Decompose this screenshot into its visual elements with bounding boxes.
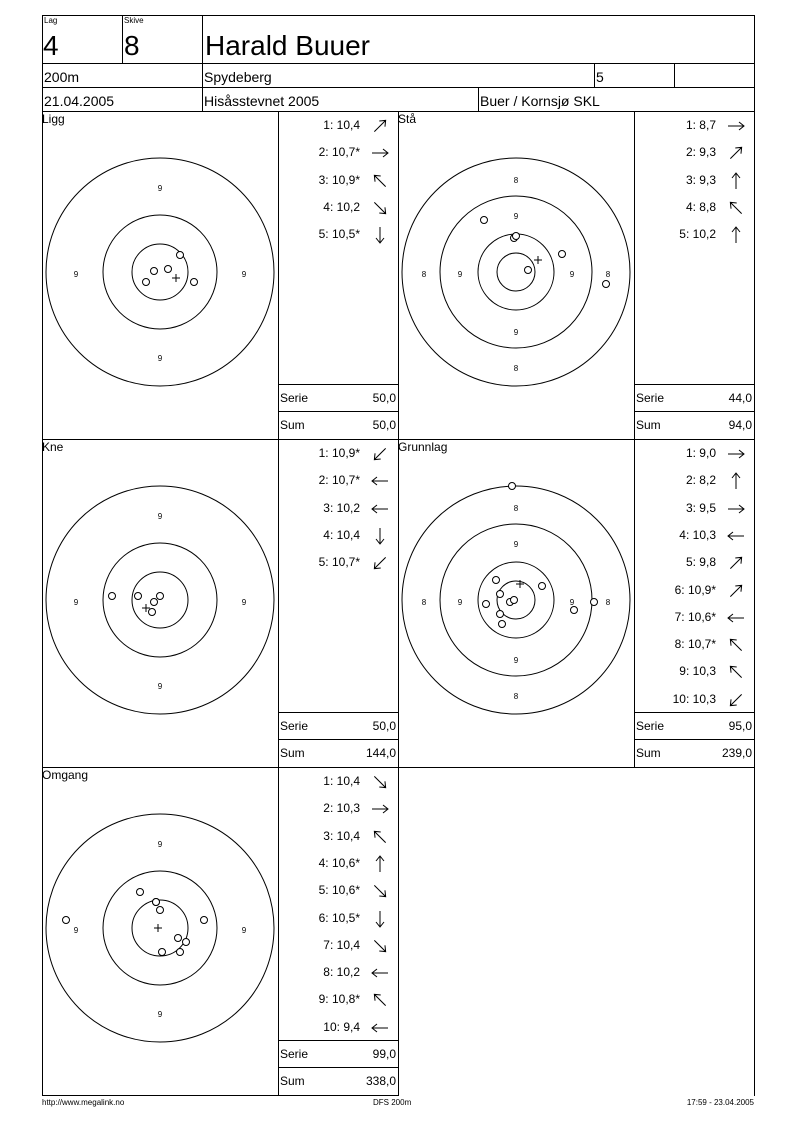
ring-number: 8 (513, 504, 519, 513)
target (42, 767, 278, 1095)
direction-arrow-icon (726, 553, 746, 573)
shot-row (634, 440, 754, 467)
serie-row-value: 44,0 (728, 391, 752, 405)
shot-row (634, 495, 754, 522)
shot-score: 6: 10,5* (318, 910, 360, 925)
shot-row (278, 221, 398, 248)
location: Spydeberg (204, 69, 272, 85)
frame-line (754, 15, 755, 1096)
shot-hole (151, 268, 158, 275)
frame-line (202, 15, 203, 111)
direction-arrow-icon (370, 1018, 390, 1038)
ring-number: 9 (157, 184, 163, 193)
shot-row (634, 549, 754, 576)
direction-arrow-icon (370, 198, 390, 218)
shot-hole (559, 251, 566, 258)
shot-row (278, 139, 398, 166)
direction-arrow-icon (370, 827, 390, 847)
target-figure (42, 767, 278, 1095)
section-title: Stå (398, 112, 417, 126)
shot-hole (481, 217, 488, 224)
frame-line (42, 87, 754, 88)
direction-arrow-icon (726, 635, 746, 655)
shot-hole (497, 591, 504, 598)
direction-arrow-icon (370, 471, 390, 491)
ring-number: 9 (73, 270, 79, 279)
shot-row (278, 850, 398, 877)
sum-row-label: Sum (636, 746, 661, 760)
shot-score: 9: 10,8* (318, 992, 360, 1007)
direction-arrow-icon (726, 499, 746, 519)
serie-row-label: Serie (280, 719, 309, 733)
shot-row (634, 658, 754, 685)
shot-row (278, 877, 398, 904)
shot-score: 1: 10,9* (318, 446, 360, 460)
shot-score: 3: 10,4 (323, 828, 360, 843)
serie-row-label: Serie (636, 719, 665, 733)
shot-row (278, 959, 398, 986)
section-title: Omgang (42, 768, 89, 782)
section-ligg (42, 111, 398, 439)
shot-list (278, 111, 398, 439)
ring-number: 9 (157, 840, 163, 849)
target-figure (42, 439, 278, 767)
sum-row-label: Sum (636, 418, 661, 432)
shot-row (278, 768, 398, 795)
center-cross (534, 256, 542, 264)
shot-row (634, 194, 754, 221)
direction-arrow-icon (726, 444, 746, 464)
direction-arrow-icon (370, 444, 390, 464)
shot-row (278, 905, 398, 932)
serie-row-value: 50,0 (372, 719, 396, 733)
shot-hole (159, 949, 166, 956)
direction-arrow-icon (370, 526, 390, 546)
shot-row (634, 221, 754, 248)
frame-line (122, 15, 123, 63)
direction-arrow-icon (370, 116, 390, 136)
serie-row-label: Serie (280, 1047, 309, 1061)
ring-number: 9 (157, 682, 163, 691)
section-grunnlag (398, 439, 754, 767)
shot-score: 5: 10,2 (679, 227, 716, 242)
shot-score: 3: 9,3 (685, 172, 716, 187)
shot-hole (157, 593, 164, 600)
direction-arrow-icon (726, 526, 746, 546)
shot-score: 7: 10,4 (323, 937, 360, 952)
sum-row (278, 412, 398, 438)
shot-row (278, 467, 398, 494)
shot-row (278, 1014, 398, 1041)
sum-row-value: 94,0 (728, 418, 752, 432)
shot-hole (511, 597, 518, 604)
shot-hole (191, 279, 198, 286)
footer-url: http://www.megalink.no (42, 1098, 125, 1107)
shot-score: 1: 10,4 (323, 774, 360, 788)
direction-arrow-icon (726, 608, 746, 628)
direction-arrow-icon (726, 581, 746, 601)
ring-number: 9 (241, 270, 247, 279)
direction-arrow-icon (370, 553, 390, 573)
target-ring (103, 215, 217, 329)
direction-arrow-icon (370, 499, 390, 519)
sum-row-value: 338,0 (365, 1074, 396, 1088)
direction-arrow-icon (370, 909, 390, 929)
shot-row (278, 795, 398, 822)
shot-row (278, 194, 398, 221)
sum-row (278, 740, 398, 766)
shot-score: 4: 10,4 (323, 527, 360, 542)
shot-row (634, 686, 754, 713)
ring-number: 9 (157, 512, 163, 521)
shot-score: 8: 10,2 (323, 965, 360, 980)
lag-label: Lag (44, 16, 58, 25)
class-value: 5 (596, 69, 604, 85)
target (398, 111, 634, 439)
shot-row (278, 440, 398, 467)
serie-row (278, 1041, 398, 1067)
shot-hole (525, 267, 532, 274)
shot-score: 9: 10,3 (679, 664, 716, 679)
distance: 200m (44, 69, 80, 85)
serie-row (634, 713, 754, 739)
ring-number: 9 (513, 212, 519, 221)
section-title: Kne (42, 440, 64, 454)
shot-score: 5: 10,6* (318, 883, 360, 898)
ring-number: 8 (605, 270, 611, 279)
shot-hole (497, 611, 504, 618)
direction-arrow-icon (370, 143, 390, 163)
shot-row (278, 522, 398, 549)
sum-row-value: 144,0 (365, 746, 396, 760)
shot-hole (493, 577, 500, 584)
frame-line (594, 63, 595, 87)
direction-arrow-icon (726, 116, 746, 136)
serie-row (278, 385, 398, 411)
ring-number: 8 (605, 598, 611, 607)
skive-label: Skive (124, 16, 144, 25)
skive-value: 8 (124, 30, 140, 61)
serie-row-value: 99,0 (372, 1047, 396, 1061)
shot-list (634, 439, 754, 767)
shot-hole (591, 599, 598, 606)
frame-line (42, 1095, 398, 1096)
shot-score: 1: 8,7 (685, 118, 716, 132)
ring-number: 9 (73, 598, 79, 607)
sum-row-value: 239,0 (721, 746, 752, 760)
ring-number: 9 (457, 270, 463, 279)
shot-row (634, 139, 754, 166)
shot-row (278, 823, 398, 850)
target (398, 439, 634, 767)
shot-hole (513, 233, 520, 240)
shot-score: 4: 10,6* (318, 855, 360, 870)
shot-score: 7: 10,6* (674, 609, 716, 624)
ring-number: 9 (157, 354, 163, 363)
shot-row (634, 604, 754, 631)
target-ring (402, 158, 630, 386)
shot-list (278, 439, 398, 767)
shot-hole (509, 483, 516, 490)
direction-arrow-icon (370, 854, 390, 874)
ring-number: 9 (241, 598, 247, 607)
shot-hole (539, 583, 546, 590)
footer-timestamp: 17:59 - 23.04.2005 (686, 1098, 754, 1107)
ring-number: 8 (421, 598, 427, 607)
shot-row (278, 986, 398, 1013)
shot-hole (571, 607, 578, 614)
target-figure (398, 439, 634, 767)
shot-hole (149, 609, 156, 616)
sum-row-value: 50,0 (372, 418, 396, 432)
direction-arrow-icon (370, 990, 390, 1010)
target-ring (478, 234, 554, 310)
direction-arrow-icon (726, 662, 746, 682)
direction-arrow-icon (726, 171, 746, 191)
shot-hole (109, 593, 116, 600)
shot-row (634, 577, 754, 604)
shot-hole (483, 601, 490, 608)
ring-number: 8 (513, 692, 519, 701)
target-figure (398, 111, 634, 439)
shot-row (278, 495, 398, 522)
direction-arrow-icon (726, 198, 746, 218)
shot-score: 1: 10,4 (323, 118, 360, 132)
shot-score: 2: 9,3 (685, 145, 716, 160)
shot-hole (201, 917, 208, 924)
direction-arrow-icon (726, 143, 746, 163)
shot-score: 2: 10,7* (318, 145, 360, 160)
shot-row (278, 549, 398, 576)
direction-arrow-icon (370, 225, 390, 245)
shot-score: 4: 10,2 (323, 199, 360, 214)
shot-hole (137, 889, 144, 896)
serie-row (634, 385, 754, 411)
shot-score: 2: 10,3 (323, 801, 360, 816)
shot-hole (177, 949, 184, 956)
ring-number: 9 (241, 926, 247, 935)
shot-hole (175, 935, 182, 942)
target (42, 439, 278, 767)
direction-arrow-icon (370, 772, 390, 792)
shot-score: 3: 10,2 (323, 500, 360, 515)
club-name: Buer / Kornsjø SKL (480, 93, 600, 109)
shot-score: 3: 9,5 (685, 500, 716, 515)
target-figure (42, 111, 278, 439)
shot-row (634, 112, 754, 139)
ring-number: 9 (513, 540, 519, 549)
serie-row (278, 713, 398, 739)
direction-arrow-icon (370, 881, 390, 901)
center-cross (154, 924, 162, 932)
sum-row (634, 740, 754, 766)
sum-row-label: Sum (280, 418, 305, 432)
serie-row-value: 50,0 (372, 391, 396, 405)
ring-number: 9 (513, 656, 519, 665)
ring-number: 8 (513, 364, 519, 373)
shot-row (634, 167, 754, 194)
section-omgang (42, 767, 398, 1095)
shot-score: 5: 10,5* (318, 227, 360, 242)
shot-row (278, 932, 398, 959)
direction-arrow-icon (370, 936, 390, 956)
shot-hole (603, 281, 610, 288)
shot-hole (499, 621, 506, 628)
serie-row-label: Serie (636, 391, 665, 405)
sum-row (278, 1068, 398, 1094)
date: 21.04.2005 (44, 93, 115, 109)
shot-score: 4: 10,3 (679, 527, 716, 542)
shot-score: 10: 10,3 (672, 691, 716, 706)
shot-list (634, 111, 754, 439)
shot-row (634, 467, 754, 494)
section-kne (42, 439, 398, 767)
lag-value: 4 (43, 30, 59, 61)
shot-hole (143, 279, 150, 286)
shot-hole (177, 252, 184, 259)
section-st (398, 111, 754, 439)
direction-arrow-icon (726, 471, 746, 491)
center-cross (172, 274, 180, 282)
shot-score: 3: 10,9* (318, 172, 360, 187)
shooter-name: Harald Buuer (205, 30, 370, 61)
frame-line (42, 15, 754, 16)
shot-row (634, 522, 754, 549)
shot-score: 8: 10,7* (674, 637, 716, 652)
shot-list (278, 767, 398, 1095)
direction-arrow-icon (726, 690, 746, 710)
shot-hole (151, 599, 158, 606)
serie-row-label: Serie (280, 391, 309, 405)
sum-row-label: Sum (280, 1074, 305, 1088)
shot-hole (153, 899, 160, 906)
direction-arrow-icon (370, 171, 390, 191)
frame-line (42, 63, 754, 64)
shot-score: 2: 8,2 (685, 473, 716, 488)
shot-row (278, 167, 398, 194)
sum-row-label: Sum (280, 746, 305, 760)
shot-score: 1: 9,0 (685, 446, 716, 460)
section-title: Ligg (42, 112, 65, 126)
footer-center: DFS 200m (373, 1098, 412, 1107)
direction-arrow-icon (726, 225, 746, 245)
sum-row (634, 412, 754, 438)
ring-number: 8 (421, 270, 427, 279)
event-name: Hisåsstevnet 2005 (204, 93, 320, 109)
shot-row (278, 112, 398, 139)
shot-hole (63, 917, 70, 924)
direction-arrow-icon (370, 799, 390, 819)
shot-hole (157, 907, 164, 914)
ring-number: 9 (569, 270, 575, 279)
shot-score: 5: 9,8 (685, 555, 716, 570)
shot-hole (135, 593, 142, 600)
shot-hole (165, 266, 172, 273)
frame-line (478, 87, 479, 111)
serie-row-value: 95,0 (728, 719, 752, 733)
ring-number: 8 (513, 176, 519, 185)
ring-number: 9 (457, 598, 463, 607)
target (42, 111, 278, 439)
shot-row (634, 631, 754, 658)
ring-number: 9 (513, 328, 519, 337)
ring-number: 9 (569, 598, 575, 607)
section-title: Grunnlag (398, 440, 448, 454)
shot-score: 10: 9,4 (323, 1019, 360, 1034)
shot-score: 2: 10,7* (318, 473, 360, 488)
shot-score: 4: 8,8 (685, 199, 716, 214)
frame-line (674, 63, 675, 87)
shot-hole (183, 939, 190, 946)
direction-arrow-icon (370, 963, 390, 983)
shot-score: 5: 10,7* (318, 555, 360, 570)
ring-number: 9 (73, 926, 79, 935)
shot-score: 6: 10,9* (674, 582, 716, 597)
ring-number: 9 (157, 1010, 163, 1019)
